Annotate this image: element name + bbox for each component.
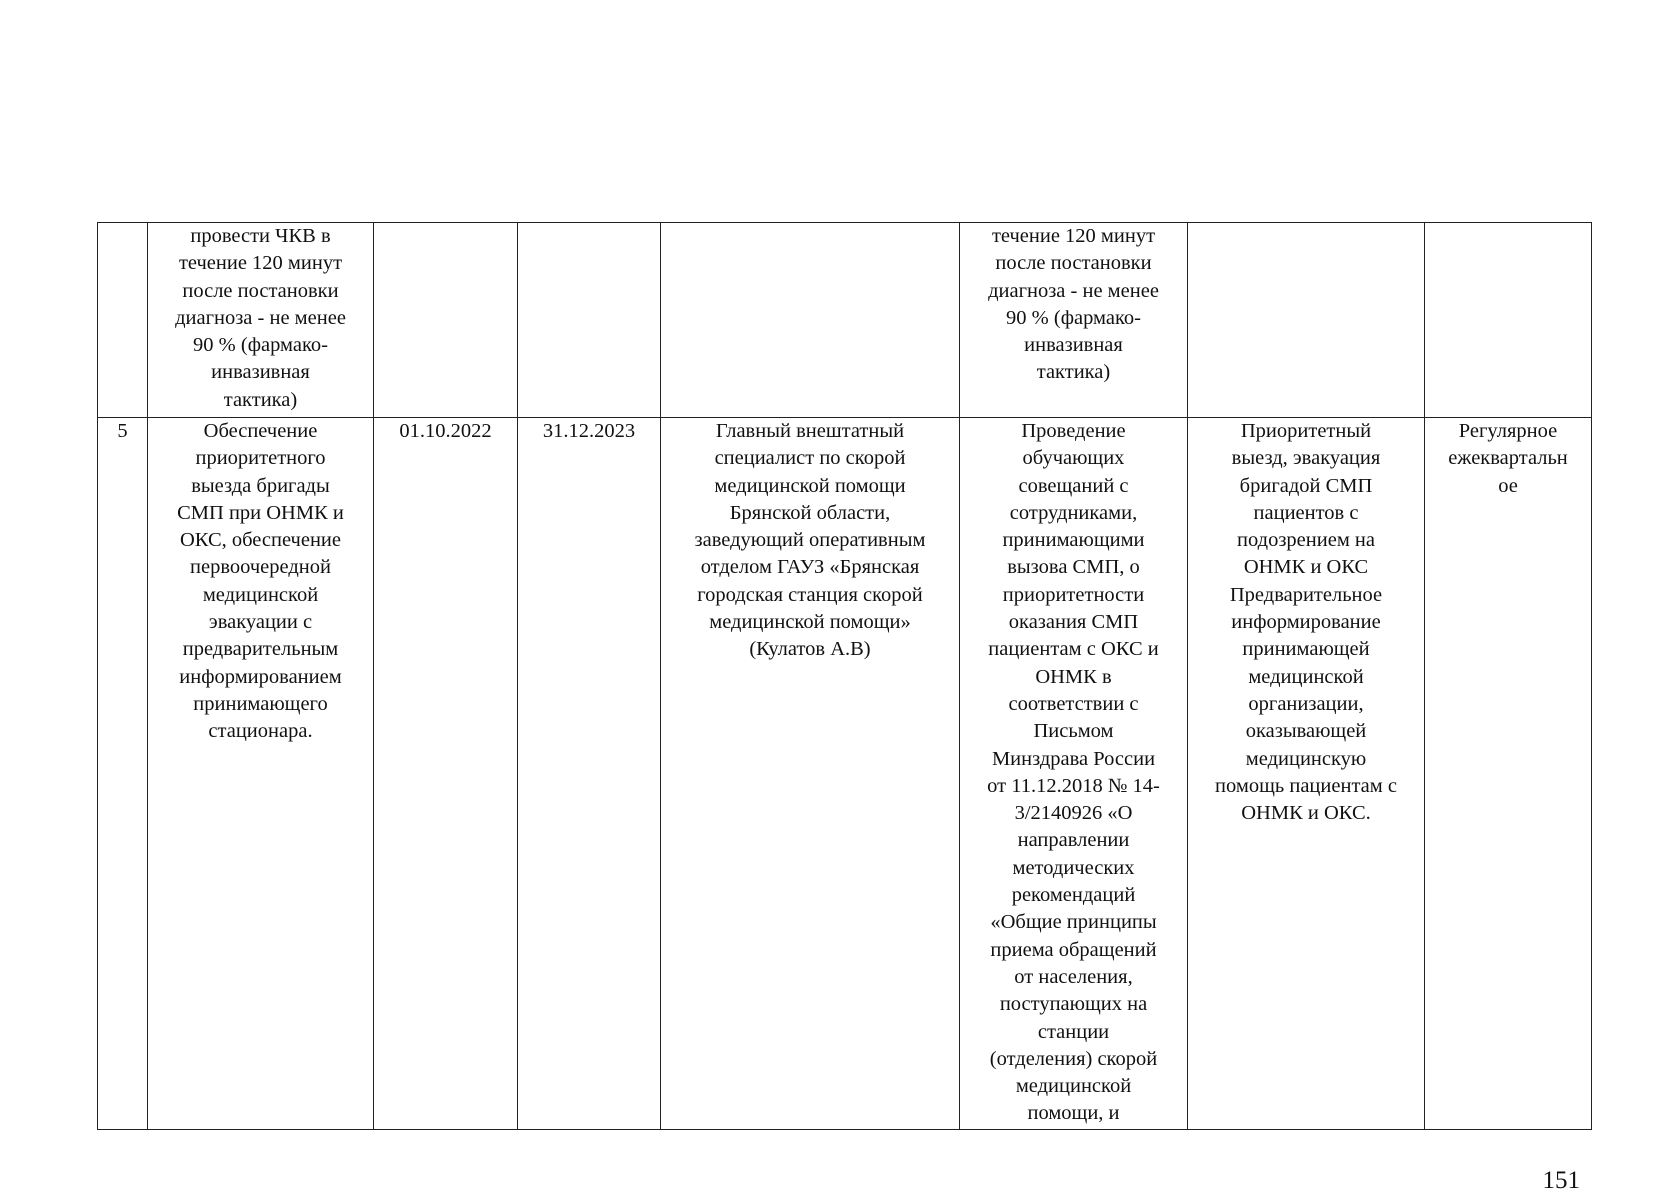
frequency-text: Регулярное ежеквартальн ое [1448,420,1568,497]
measure-text: Обеспечение приоритетного выезда бригады СМП при ОНМК и ОКС, обеспечение первоочередной медицинской эвакуации с предварительным информированием принимающего стационара. [177,420,344,743]
measure-text: провести ЧКВ в течение 120 минут после постановки диагноза - не менее 90 % (фармако- инвазивная тактика) [175,225,346,411]
start-date: 01.10.2022 [399,420,492,442]
cell-number [98,223,148,418]
cell-characteristic [960,223,1188,418]
end-date: 31.12.2023 [542,420,636,442]
cell-result [1188,223,1425,418]
cell-characteristic [960,418,1188,1130]
table-row-5 [98,418,1592,1130]
cell-start-date [374,418,518,1130]
cell-frequency [1425,418,1592,1130]
cell-measure [148,223,374,418]
cell-measure [148,418,374,1130]
cell-responsible [661,418,960,1130]
cell-start-date [374,223,518,418]
measures-table [97,222,1592,1130]
cell-end-date [518,223,661,418]
responsible-text: Главный внештатный специалист по скорой медицинской помощи Брянской области, заведующий оперативным отделом ГАУЗ «Брянская городская станция скорой медицинской помощи» (Кулатов А.В) [694,420,926,661]
page-number: 151 [1542,1167,1580,1194]
cell-number [98,418,148,1130]
characteristic-text: течение 120 минут после постановки диагноза - не менее 90 % (фармако- инвазивная тактика) [988,225,1159,384]
row-number: 5 [117,420,128,442]
result-text: Приоритетный выезд, эвакуация бригадой СМП пациентов с подозрением на ОНМК и ОКС Предварительное информирование принимающей медицинской организации, оказывающей медицинскую помощь пациентам с ОНМК и ОКС. [1215,420,1397,825]
cell-responsible [661,223,960,418]
characteristic-text: Проведение обучающих совещаний с сотрудниками, принимающими вызова СМП, о приоритетности оказания СМП пациентам с ОКС и ОНМК в соответствии с Письмом Минздрава России от 11.12.2018 № 14- 3/2140926 «О направлении методических рекомендаций «Общие принципы приема обращений от населения, поступающих на станции (отделения) скорой медицинской помощи, и [987,420,1160,1125]
cell-end-date [518,418,661,1130]
table-row-continued [98,223,1592,418]
cell-frequency [1425,223,1592,418]
cell-result [1188,418,1425,1130]
